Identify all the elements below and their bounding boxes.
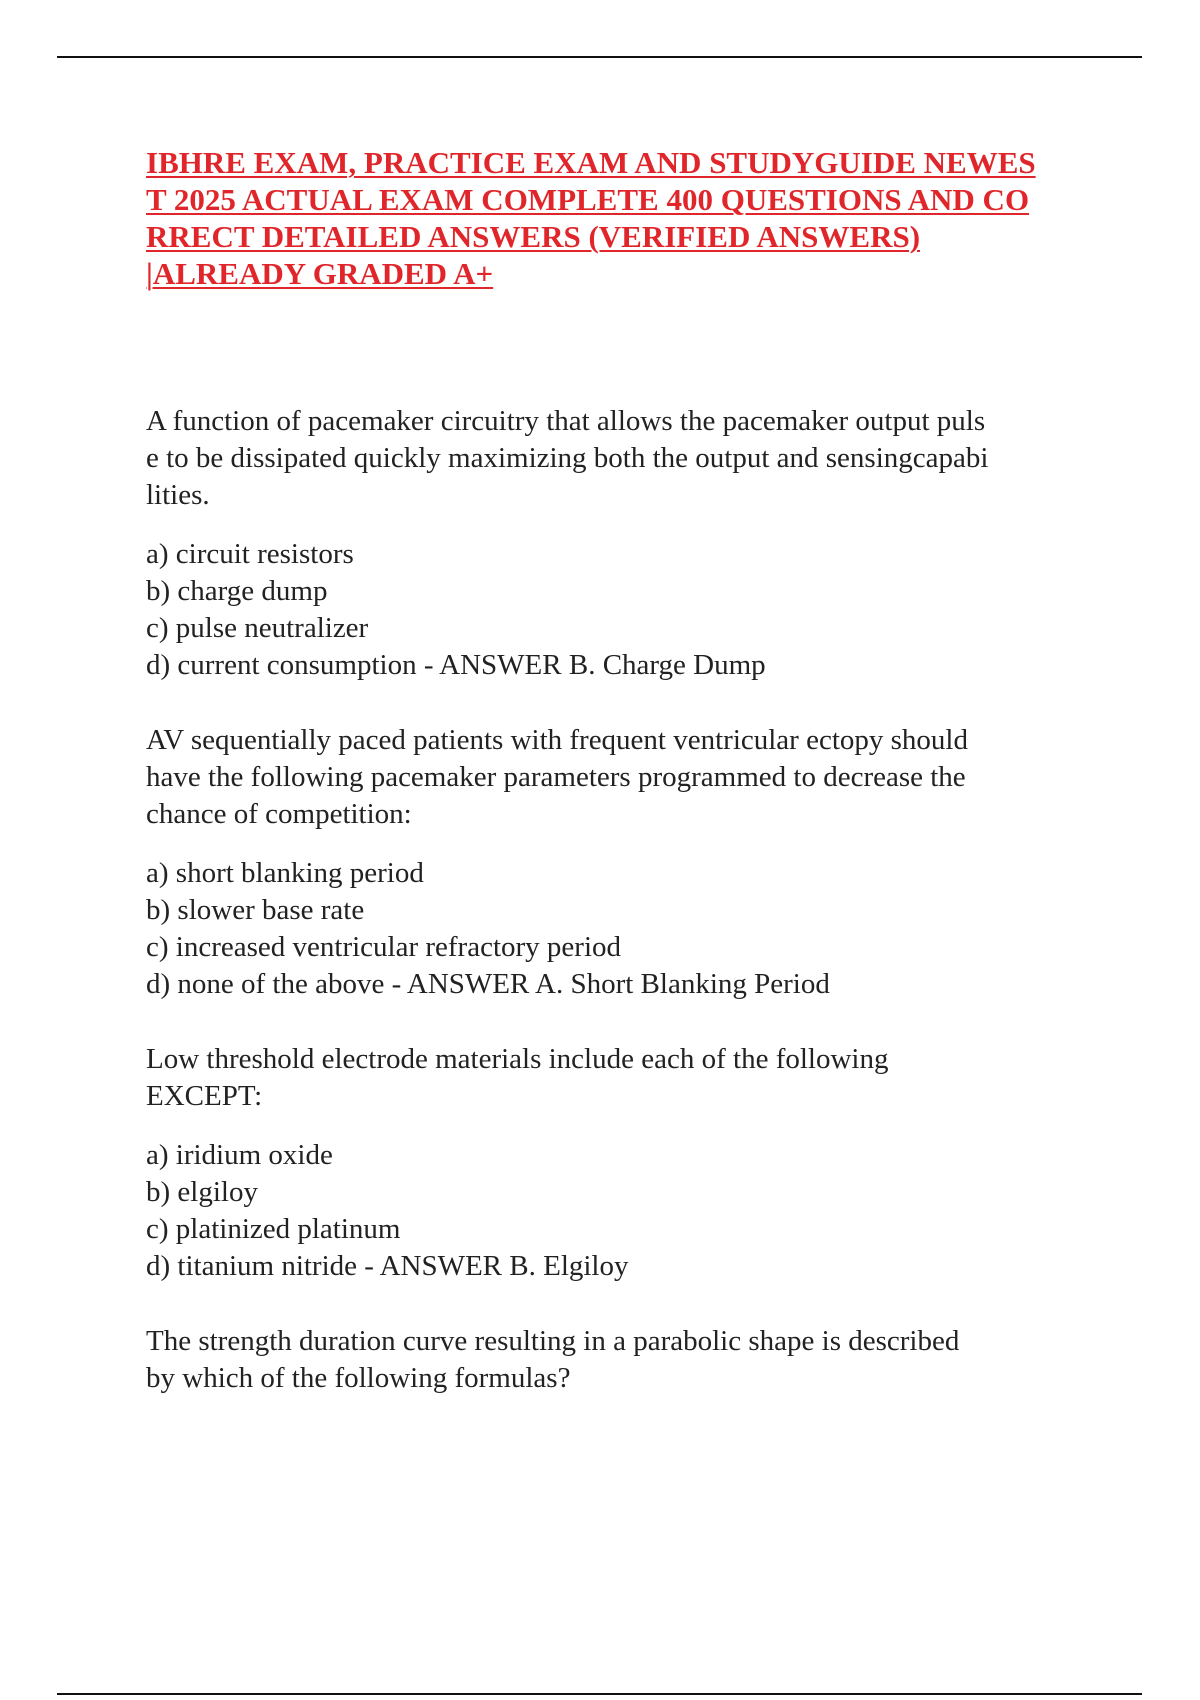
- question-line: e to be dissipated quickly maximizing both the output and sensingcapabi: [146, 442, 989, 474]
- answer-options: [146, 536, 1086, 684]
- answer-option: d) current consumption - ANSWER B. Charge Dump: [146, 649, 766, 681]
- top-rule: [57, 56, 1142, 58]
- title-line: T 2025 ACTUAL EXAM COMPLETE 400 QUESTIONS AND CO: [146, 182, 1030, 217]
- answer-options: [146, 855, 1086, 1003]
- question-block: [146, 722, 1086, 1003]
- answer-option: c) platinized platinum: [146, 1213, 401, 1245]
- answer-option: b) elgiloy: [146, 1176, 258, 1208]
- question-text: [146, 722, 1086, 833]
- question-text: [146, 1323, 1086, 1397]
- document-body: [146, 403, 1086, 1435]
- answer-option: a) circuit resistors: [146, 538, 354, 570]
- answer-option: b) slower base rate: [146, 894, 365, 926]
- question-line: AV sequentially paced patients with frequent ventricular ectopy should: [146, 724, 968, 756]
- question-text: [146, 1041, 1086, 1115]
- question-block: [146, 403, 1086, 684]
- answer-option: a) iridium oxide: [146, 1139, 333, 1171]
- question-line: by which of the following formulas?: [146, 1362, 571, 1394]
- question-block: [146, 1041, 1086, 1285]
- answer-option: c) pulse neutralizer: [146, 612, 369, 644]
- question-line: lities.: [146, 479, 210, 511]
- question-text: [146, 403, 1086, 514]
- answer-option: c) increased ventricular refractory period: [146, 931, 622, 963]
- question-line: EXCEPT:: [146, 1080, 263, 1112]
- answer-option: b) charge dump: [146, 575, 328, 607]
- answer-option: a) short blanking period: [146, 857, 424, 889]
- answer-option: d) titanium nitride - ANSWER B. Elgiloy: [146, 1250, 629, 1282]
- document-title: [146, 144, 1086, 292]
- answer-options: [146, 1137, 1086, 1285]
- question-line: The strength duration curve resulting in a parabolic shape is described: [146, 1325, 960, 1357]
- question-line: have the following pacemaker parameters programmed to decrease the: [146, 761, 966, 793]
- bottom-rule: [57, 1693, 1142, 1695]
- question-line: chance of competition:: [146, 798, 412, 830]
- question-line: Low threshold electrode materials include each of the following: [146, 1043, 889, 1075]
- question-block: [146, 1323, 1086, 1397]
- title-line: RRECT DETAILED ANSWERS (VERIFIED ANSWERS): [146, 219, 921, 254]
- title-line: |ALREADY GRADED A+: [146, 256, 494, 291]
- question-line: A function of pacemaker circuitry that allows the pacemaker output puls: [146, 405, 986, 437]
- title-line: IBHRE EXAM, PRACTICE EXAM AND STUDYGUIDE NEWES: [146, 145, 1036, 180]
- answer-option: d) none of the above - ANSWER A. Short Blanking Period: [146, 968, 830, 1000]
